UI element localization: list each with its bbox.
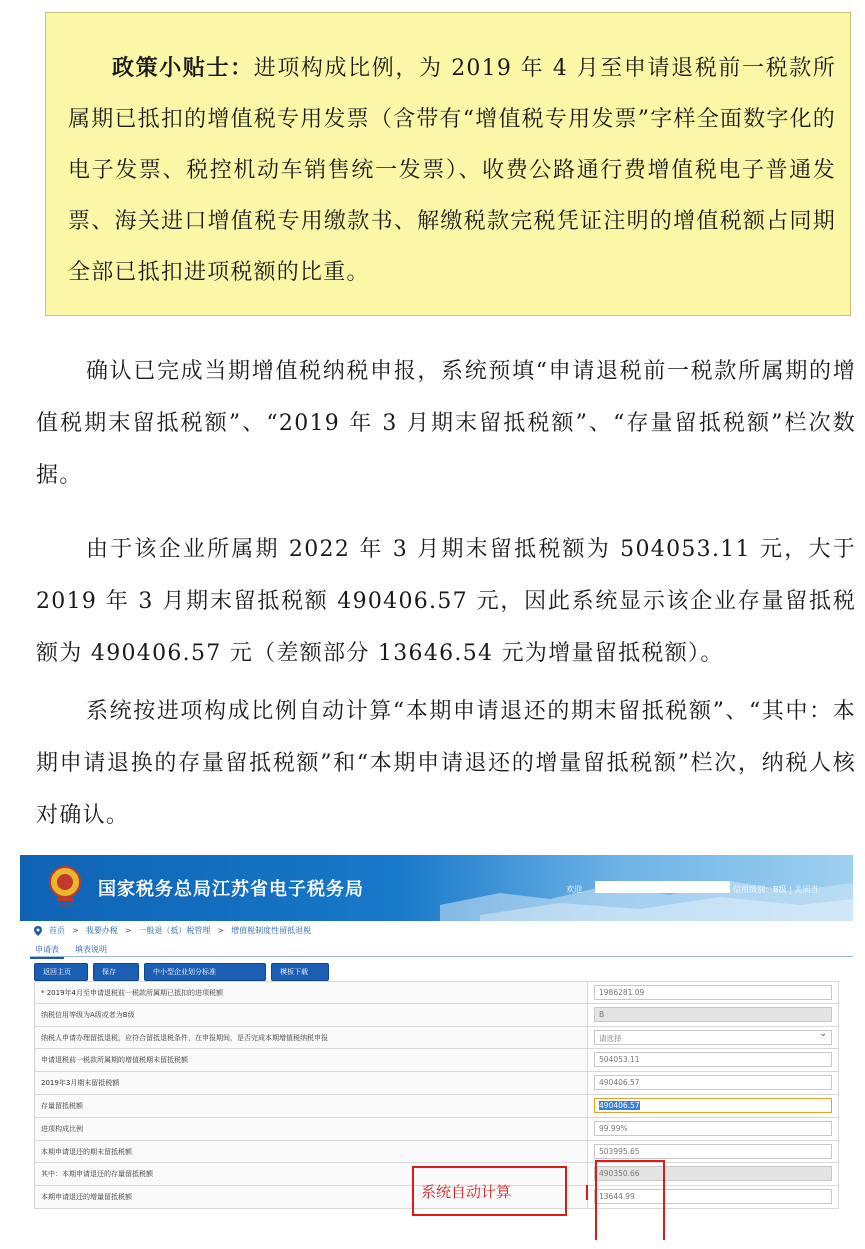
tab-divider	[30, 956, 853, 957]
form-row-label: * 2019年4月至申请退税前一税款所属期已抵扣的进项税额	[35, 982, 588, 1003]
form-row-label: 其中：本期申请退还的存量留抵税额	[35, 1163, 588, 1185]
form-row-label: 存量留抵税额	[35, 1095, 588, 1117]
policy-tip-text	[68, 43, 836, 298]
breadcrumb-refund-mgmt[interactable]: 一般退（抵）税管理	[138, 926, 211, 935]
location-pin-icon	[34, 926, 42, 936]
input-2019-march-credit[interactable]: 490406.57	[594, 1075, 832, 1090]
policy-tip-label: 政策小贴士：	[112, 56, 254, 81]
breadcrumb-current: 增值税制度性留抵退税	[231, 926, 312, 935]
auto-calc-annotation	[412, 1166, 567, 1216]
breadcrumb-my-tax[interactable]: 我要办税	[85, 926, 118, 935]
policy-tip-box	[45, 12, 851, 316]
form-row-label: 申请退税前一税款所属期的增值税期末留抵税额	[35, 1049, 588, 1071]
tax-bureau-screenshot	[20, 855, 853, 1240]
select-declaration-completed[interactable]: 请选择 ⌄	[594, 1030, 832, 1045]
input-credit-level: B	[594, 1007, 832, 1022]
form-row	[34, 1027, 839, 1050]
form-row	[34, 1095, 839, 1118]
input-stock-credit[interactable]	[594, 1098, 832, 1113]
breadcrumb	[20, 923, 311, 938]
toolbar	[34, 963, 329, 981]
form-row	[34, 1049, 839, 1072]
input-deducted-input-tax[interactable]: 1986281.09	[594, 985, 832, 1000]
input-refund-incremental[interactable]: 13644.99	[594, 1189, 832, 1204]
form-row-label: 本期申请退还的期末留抵税额	[35, 1141, 588, 1163]
back-home-button[interactable]: 返回主页	[34, 963, 88, 981]
form-row-label: 本期申请退还的增量留抵税额	[35, 1186, 588, 1208]
form-row	[34, 1118, 839, 1141]
sme-standard-button[interactable]: 中小型企业划分标准	[144, 963, 266, 981]
breadcrumb-home[interactable]: 首页	[49, 926, 65, 935]
annotation-value-box	[595, 1160, 665, 1240]
template-download-button[interactable]: 模板下载	[271, 963, 329, 981]
site-banner	[20, 855, 853, 921]
save-button[interactable]: 保存	[93, 963, 139, 981]
selected-value: 490406.57	[599, 1100, 640, 1110]
redacted-username	[595, 881, 730, 893]
auto-calc-annotation-text: 系统自动计算	[421, 1183, 512, 1201]
policy-tip-body: 进项构成比例，为 2019 年 4 月至申请退税前一税款所属期已抵扣的增值税专用发票（含带有“增值税专用发票”字样全面数字化的电子发票、税控机动车销售统一发票）、收费公路通行费增值税电子普通发票、海关进口增值税专用缴款书、解缴税款完税凭证注明的增值税额占同期全部已抵扣进项税额的比重。	[68, 56, 837, 285]
breadcrumb-separator: >	[217, 926, 225, 935]
site-title: 国家税务总局江苏省电子税务局	[98, 879, 364, 900]
input-refund-stock: 490350.66	[594, 1166, 832, 1181]
credit-level-text[interactable]: 信用级别：B级 | 关闭当	[733, 885, 819, 894]
form-row	[34, 1004, 839, 1027]
tab-application-form[interactable]: 申请表	[30, 942, 64, 959]
tax-emblem-icon	[42, 863, 88, 909]
input-input-ratio[interactable]: 99.99%	[594, 1121, 832, 1136]
form-row-label: 纳税人申请办理留抵退税，应符合留抵退税条件，在申报期间，是否完成本期增值税纳税申报	[35, 1027, 588, 1049]
form-row	[34, 981, 839, 1004]
form-row	[34, 1072, 839, 1095]
breadcrumb-separator: >	[72, 926, 79, 935]
form-row-label: 2019年3月期末留抵税额	[35, 1072, 588, 1094]
paragraph-auto-calc: 系统按进项构成比例自动计算“本期申请退还的期末留抵税额”、“其中：本期申请退换的存量留抵税额”和“本期申请退还的增量留抵税额”栏次，纳税人核对确认。	[36, 699, 856, 828]
paragraph-confirm-declaration: 确认已完成当期增值税纳税申报，系统预填“申请退税前一税款所属期的增值税期末留抵税额”、“2019 年 3 月期末留抵税额”、“存量留抵税额”栏次数据。	[36, 359, 856, 488]
input-prior-period-credit[interactable]: 504053.11	[594, 1052, 832, 1067]
emblem-caption: 中国税务	[54, 903, 76, 909]
breadcrumb-separator: >	[124, 926, 132, 935]
paragraph-stock-credit: 由于该企业所属期 2022 年 3 月期末留抵税额为 504053.11 元，大于 2019 年 3 月期末留抵税额 490406.57 元，因此系统显示该企业存量留抵税额为 490406.57 元（差额部分 13646.54 元为增量留抵税额）。	[36, 537, 856, 666]
form-row-label: 纳税信用等级为A级或者为B级	[35, 1004, 588, 1026]
form-row	[34, 1141, 839, 1164]
annotation-marker	[586, 1185, 588, 1200]
welcome-text: 欢迎	[566, 885, 582, 894]
form-row-label: 进项构成比例	[35, 1118, 588, 1140]
input-refund-period-end[interactable]: 503995.65	[594, 1144, 832, 1159]
tab-instructions[interactable]: 填表说明	[75, 945, 107, 954]
